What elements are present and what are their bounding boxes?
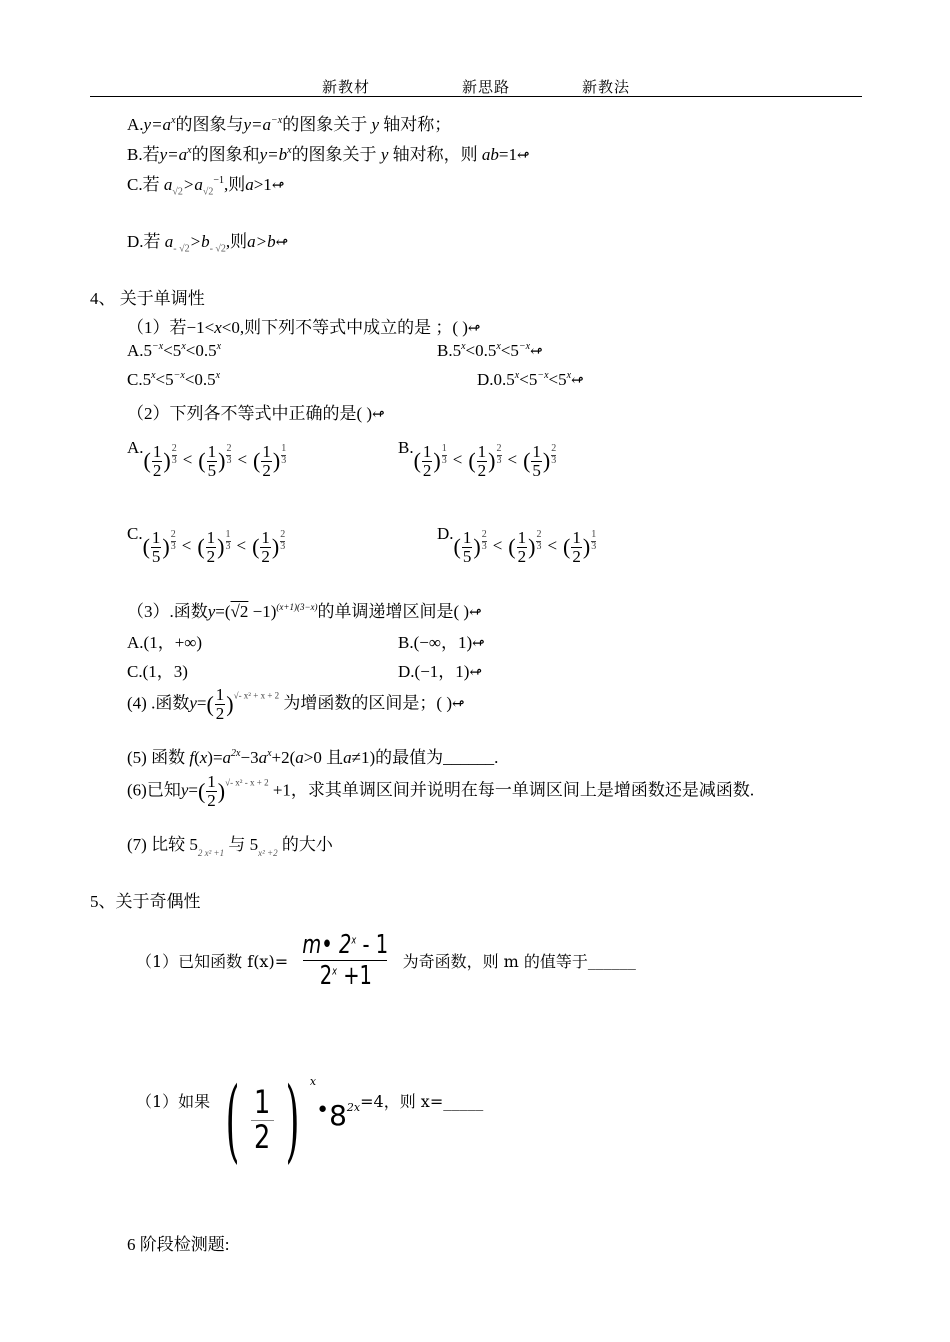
- math: ): [488, 448, 496, 474]
- subscript: x² +2: [258, 848, 278, 858]
- exponent: −1: [213, 175, 224, 186]
- exponent: [497, 444, 502, 466]
- sqrt: √2: [230, 602, 249, 621]
- exponent: x: [309, 1075, 317, 1088]
- math: (: [508, 534, 516, 560]
- denominator: 2: [152, 460, 162, 480]
- math: (: [206, 691, 214, 717]
- numerator: 1: [532, 441, 541, 461]
- text: +2(: [271, 748, 296, 767]
- less-than: <: [547, 536, 558, 555]
- math: m• 2: [302, 930, 352, 960]
- choice-d: [398, 657, 482, 682]
- text: <5: [163, 341, 182, 360]
- numerator: 1: [152, 441, 162, 461]
- header-item: 新教材: [322, 80, 371, 96]
- subscript: 2 x² +1: [197, 848, 225, 858]
- exponent: x: [187, 145, 192, 156]
- choice-label: C.: [127, 524, 143, 543]
- question-stem: [127, 313, 480, 338]
- choice-a: [127, 438, 286, 479]
- numerator: 2: [551, 443, 557, 454]
- math: ): [163, 448, 171, 474]
- subscript: - √2: [173, 243, 190, 255]
- math: (: [453, 534, 461, 560]
- text: 为奇函数，则 m 的值等于: [402, 952, 588, 971]
- exponent: [226, 444, 231, 466]
- choice-c: [127, 370, 220, 390]
- text: 的图象和: [191, 145, 260, 164]
- less-than: <: [236, 536, 247, 555]
- denominator: 3: [225, 540, 231, 552]
- question-stem: [127, 597, 482, 622]
- text: (: [194, 748, 200, 767]
- math: y: [371, 115, 380, 134]
- exponent: [551, 444, 556, 466]
- text: <5: [519, 370, 538, 389]
- choice-b: [437, 341, 543, 361]
- exponent: −x: [173, 370, 185, 381]
- denominator: 3: [496, 454, 502, 466]
- math: (: [523, 448, 531, 474]
- fraction: [215, 686, 226, 723]
- fraction: [206, 529, 217, 566]
- question-4: [127, 686, 465, 723]
- less-than: <: [452, 450, 463, 469]
- exponent: [281, 444, 286, 466]
- text: −3: [240, 748, 259, 767]
- denominator: 2: [206, 546, 216, 566]
- choice-label: A.: [127, 438, 144, 457]
- question-6: [127, 773, 754, 810]
- exponent: x: [514, 370, 520, 381]
- text: B.若: [127, 145, 160, 164]
- exponent: [591, 530, 596, 552]
- math: (: [468, 448, 476, 474]
- exponent: x: [216, 341, 222, 352]
- text: =(: [215, 602, 231, 621]
- exponent: x: [331, 964, 337, 978]
- math: ): [272, 448, 281, 474]
- denominator: 3: [171, 454, 177, 466]
- fraction: [206, 773, 217, 810]
- numerator: 1: [225, 529, 231, 540]
- denominator: 2: [517, 546, 527, 566]
- numerator: 1: [207, 441, 217, 461]
- fraction: [152, 443, 163, 480]
- text: )=: [207, 748, 223, 767]
- exponent: [226, 530, 231, 552]
- return-mark-icon: ↫: [530, 344, 543, 360]
- exponent: x: [287, 145, 292, 156]
- numerator: 1: [572, 527, 581, 547]
- denominator: 2: [215, 703, 225, 723]
- math: a: [164, 232, 174, 251]
- math: y: [207, 602, 216, 621]
- exponent: √- x² + x + 2: [233, 690, 280, 701]
- return-mark-icon: ↫: [452, 696, 465, 713]
- answer-blank: ______: [587, 951, 636, 970]
- return-mark-icon: ↫: [271, 178, 285, 194]
- math: y=a: [159, 145, 188, 164]
- numerator: 2: [226, 443, 232, 454]
- numerator: 1: [261, 527, 270, 547]
- return-mark-icon: ↫: [372, 407, 385, 423]
- question-5-2: [136, 1067, 484, 1173]
- text: (6)已知: [127, 780, 181, 800]
- denominator: 2: [422, 460, 432, 480]
- denominator: 3: [281, 454, 287, 466]
- numerator: 1: [281, 443, 287, 454]
- denominator: 3: [481, 540, 487, 552]
- exponent: [442, 444, 447, 466]
- choice-b: [398, 628, 485, 653]
- numerator: 1: [441, 443, 447, 454]
- denominator: 5: [462, 546, 472, 566]
- option-c: [127, 170, 284, 197]
- less-than: <: [492, 536, 503, 555]
- exponent: x: [267, 748, 272, 759]
- exponent: (x+1)(3−x): [276, 602, 318, 612]
- fraction: [462, 529, 473, 566]
- math: (: [197, 534, 205, 560]
- math: (: [252, 534, 260, 560]
- math: >b: [189, 232, 210, 251]
- return-mark-icon: ↫: [469, 605, 482, 621]
- math: y: [189, 693, 197, 713]
- denominator: 3: [170, 540, 176, 552]
- exponent: [172, 444, 177, 466]
- denominator: 2: [262, 460, 271, 480]
- text: 轴对称，则: [392, 145, 478, 164]
- math: ): [217, 778, 226, 804]
- return-mark-icon: ↫: [516, 148, 530, 164]
- fraction: [477, 443, 488, 480]
- left-paren: (: [225, 1067, 240, 1173]
- math: y=a: [143, 115, 172, 134]
- text: <0.5: [184, 370, 216, 389]
- exponent: x: [171, 115, 176, 126]
- exponent: [171, 530, 176, 552]
- text: =1: [498, 145, 517, 164]
- numerator: 1: [477, 441, 487, 461]
- math: (: [197, 778, 206, 804]
- text: 与 5: [228, 835, 259, 854]
- page-header: [582, 76, 630, 97]
- text: 的图象关于: [282, 115, 368, 134]
- text: ≠1)的最值为______.: [351, 748, 499, 767]
- numerator: 1: [206, 527, 216, 547]
- text: ,则: [223, 175, 246, 194]
- text: =: [196, 693, 207, 713]
- exponent: x: [351, 933, 357, 947]
- text: （3）.函数: [127, 602, 208, 621]
- denominator: 3: [536, 540, 542, 552]
- exponent: 2x: [346, 1100, 361, 1114]
- option-a: [127, 110, 451, 135]
- text: C.5: [127, 370, 152, 389]
- text: （2）下列各不等式中正确的是( ): [127, 404, 373, 423]
- math: 8: [329, 1098, 347, 1132]
- question-5-1: [136, 930, 636, 991]
- numerator: 1: [254, 1083, 271, 1122]
- math: ): [162, 534, 170, 560]
- math: ): [528, 534, 536, 560]
- text: D.0.5: [477, 370, 515, 389]
- text: −1): [248, 602, 277, 621]
- choice-c: C.(1，3): [127, 662, 188, 681]
- text: +1，求其单调区间并说明在每一单调区间上是增函数还是减函数.: [272, 780, 755, 800]
- exponent: x: [215, 370, 221, 381]
- math: ): [217, 534, 225, 560]
- right-paren: ): [285, 1067, 300, 1173]
- header-item: 新思路: [462, 80, 511, 96]
- return-mark-icon: ↫: [275, 235, 289, 251]
- text: 的单调递增区间是( ): [317, 602, 470, 621]
- text: （1）若−1<: [127, 318, 215, 337]
- text: - 1: [356, 930, 389, 960]
- denominator: 2: [254, 1118, 271, 1156]
- text: >1: [253, 175, 272, 194]
- text: +1: [336, 961, 372, 991]
- exponent: 2x: [231, 748, 241, 759]
- fraction: [151, 529, 162, 566]
- text: （1）已知函数 f(x)=: [136, 952, 289, 971]
- math: a: [343, 748, 352, 767]
- return-mark-icon: ↫: [472, 636, 485, 652]
- choice-d: [477, 370, 584, 390]
- numerator: 1: [151, 527, 161, 547]
- denominator: 2: [477, 460, 487, 480]
- text: 的大小: [281, 835, 333, 854]
- less-than: <: [507, 450, 518, 469]
- math: x: [214, 318, 222, 337]
- fraction: [517, 529, 528, 566]
- math: y: [180, 780, 189, 800]
- math: ): [271, 534, 280, 560]
- text: A.5: [127, 341, 153, 360]
- text: <0,则下列不等式中成立的是 ；( ): [221, 318, 468, 337]
- choice-d: [437, 524, 596, 565]
- math: (: [413, 448, 421, 474]
- math: x: [199, 748, 208, 767]
- question-stem: [127, 399, 385, 424]
- text: （1）如果: [136, 1091, 211, 1111]
- text: 的图象与: [175, 115, 244, 134]
- header-item: 新教法: [582, 80, 631, 96]
- math: ): [473, 534, 481, 560]
- section-title: 6 阶段检测题:: [127, 1235, 230, 1254]
- denominator: [319, 961, 371, 991]
- text: <5: [500, 341, 519, 360]
- page-header: [462, 76, 510, 97]
- math: ): [226, 691, 234, 717]
- exponent: x: [181, 341, 186, 352]
- math: ab: [481, 145, 499, 164]
- fraction: [422, 443, 433, 480]
- denominator: 5: [151, 546, 161, 566]
- numerator: 1: [207, 772, 216, 791]
- exponent: −x: [271, 115, 283, 126]
- choice-label: B.: [398, 438, 414, 457]
- math: y=a: [243, 115, 272, 134]
- numerator: 1: [517, 527, 527, 547]
- choice-b: [398, 438, 556, 479]
- section-title: 5、关于奇偶性: [90, 892, 201, 911]
- text: D.(−1，1): [398, 662, 470, 681]
- text: 为增函数的区间是；( ): [283, 693, 452, 713]
- less-than: <: [237, 450, 248, 469]
- text: (4) .函数: [127, 693, 190, 713]
- option-d: [127, 227, 288, 254]
- denominator: 2: [261, 546, 270, 566]
- fraction: [251, 1083, 273, 1156]
- math: a: [258, 748, 268, 767]
- text: <5: [155, 370, 174, 389]
- exponent: [482, 530, 487, 552]
- text: A.: [127, 115, 144, 134]
- denominator: 3: [441, 454, 447, 466]
- fraction: [571, 529, 582, 566]
- multiply-dot: •: [316, 1097, 330, 1123]
- text: <0.5: [465, 341, 497, 360]
- less-than: <: [181, 536, 192, 555]
- math: a>b: [247, 232, 276, 251]
- math: ): [218, 448, 226, 474]
- math: [215, 1067, 317, 1173]
- return-mark-icon: ↫: [571, 373, 584, 389]
- subscript: - √2: [209, 243, 226, 255]
- math: a: [295, 748, 304, 767]
- text: B.5: [437, 341, 462, 360]
- denominator: 3: [226, 454, 232, 466]
- return-mark-icon: ↫: [469, 665, 483, 681]
- text: (5) 函数: [127, 748, 186, 767]
- math: (: [563, 534, 571, 560]
- text: ,则: [225, 232, 248, 251]
- return-mark-icon: ↫: [467, 321, 481, 337]
- math: y: [380, 145, 389, 164]
- exponent: −x: [537, 370, 549, 381]
- exponent: x: [461, 341, 466, 352]
- math: 2: [319, 961, 332, 991]
- numerator: 2: [280, 529, 286, 540]
- numerator: 2: [171, 443, 177, 454]
- text: <0.5: [185, 341, 217, 360]
- text: >0 且: [303, 748, 344, 767]
- question-7: [127, 830, 333, 858]
- fraction: [260, 529, 271, 566]
- text: <5: [548, 370, 567, 389]
- exponent: x: [151, 370, 156, 381]
- question-5: [127, 743, 498, 768]
- option-b: [127, 140, 530, 165]
- numerator: 1: [462, 527, 472, 547]
- denominator: 2: [572, 546, 581, 566]
- denominator: 2: [207, 790, 216, 810]
- math: ): [542, 448, 551, 474]
- text: 的图象关于: [291, 145, 377, 164]
- subscript: √2: [202, 186, 214, 198]
- numerator: 1: [215, 685, 225, 704]
- text: D.若: [127, 232, 161, 251]
- numerator: 2: [536, 529, 542, 540]
- fraction: [261, 443, 272, 480]
- exponent: x: [566, 370, 572, 381]
- text: C.若: [127, 175, 160, 194]
- exponent: √- x² - x + 2: [225, 777, 269, 788]
- numerator: 2: [481, 529, 487, 540]
- exponent: [280, 530, 285, 552]
- text: (7) 比较 5: [127, 835, 198, 854]
- choice-label: D.: [437, 524, 454, 543]
- choice-a: A.(1，+∞): [127, 633, 203, 652]
- text: B.(−∞，1): [398, 633, 473, 652]
- header-rule: [90, 96, 862, 97]
- math: a: [222, 748, 232, 767]
- text: =4，则 x=: [360, 1091, 444, 1111]
- denominator: 3: [280, 540, 286, 552]
- numerator: 1: [262, 441, 271, 461]
- denominator: 5: [532, 460, 541, 480]
- text: 轴对称；: [383, 115, 452, 134]
- page-header: [322, 76, 370, 97]
- math: ): [582, 534, 591, 560]
- answer-blank: _____: [443, 1091, 484, 1111]
- denominator: 3: [551, 454, 557, 466]
- math: >a: [182, 175, 203, 194]
- choice-c: [127, 524, 285, 565]
- numerator: 1: [422, 441, 432, 461]
- exponent: x: [496, 341, 501, 352]
- fraction: [531, 443, 542, 480]
- fraction: [207, 443, 218, 480]
- exponent: −x: [518, 341, 531, 352]
- math: (: [253, 448, 261, 474]
- numerator: 2: [170, 529, 176, 540]
- choice-a: [127, 341, 221, 361]
- math: a: [245, 175, 254, 194]
- math: ): [433, 448, 441, 474]
- less-than: <: [182, 450, 193, 469]
- exponent: [536, 530, 541, 552]
- math: (: [143, 448, 151, 474]
- text: =: [188, 780, 198, 800]
- math: (: [142, 534, 150, 560]
- subscript: √2: [172, 186, 183, 198]
- numerator: [302, 930, 388, 960]
- math: a: [163, 175, 173, 194]
- math: (: [198, 448, 206, 474]
- math: y=b: [259, 145, 288, 164]
- section-title: 4、 关于单调性: [90, 289, 205, 308]
- numerator: 2: [496, 443, 502, 454]
- denominator: 3: [591, 540, 597, 552]
- denominator: 5: [207, 460, 217, 480]
- exponent: −x: [152, 341, 164, 352]
- numerator: 1: [591, 529, 597, 540]
- fraction: [288, 930, 402, 991]
- math: f: [189, 748, 195, 767]
